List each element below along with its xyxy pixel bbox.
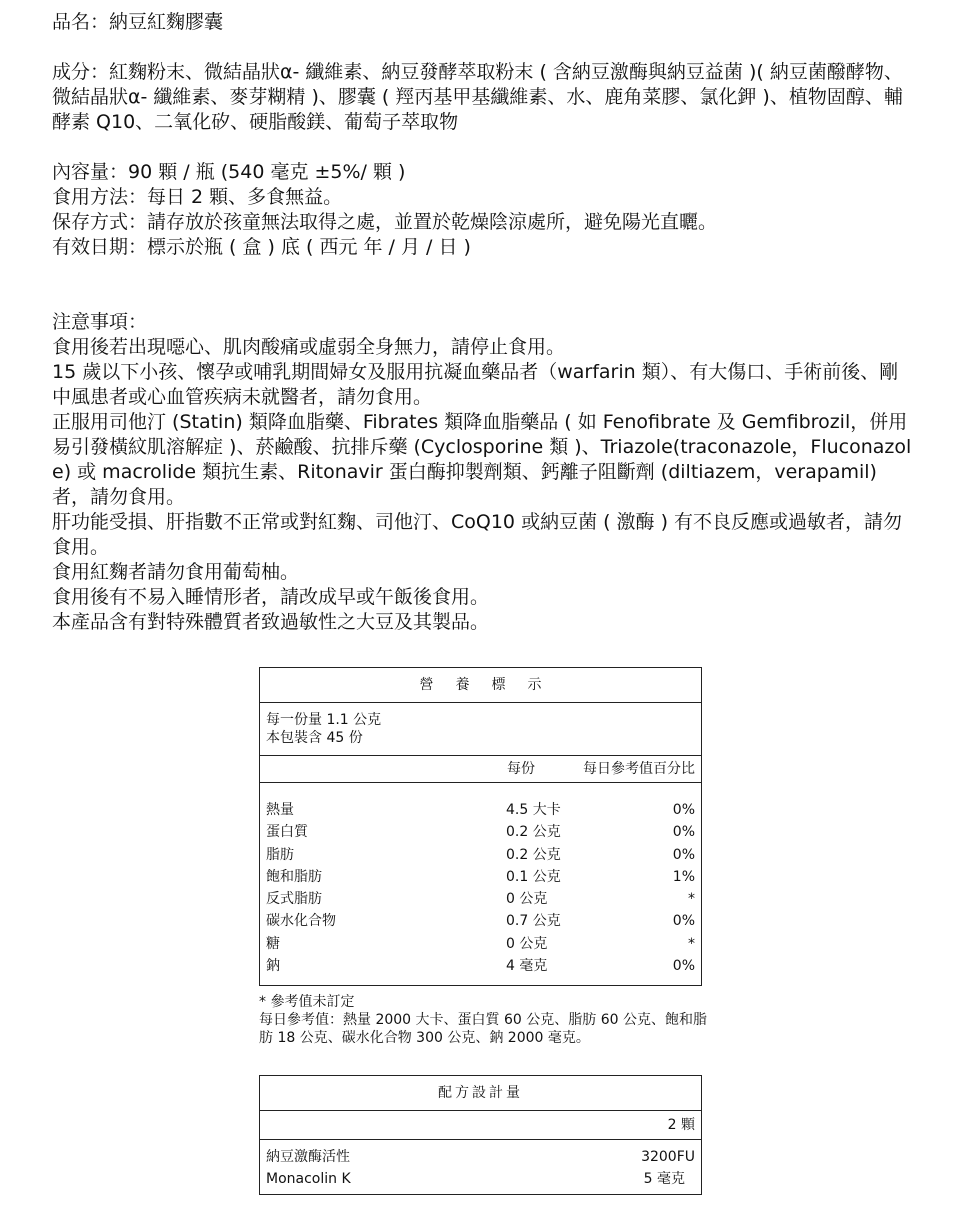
nutrition-row — [260, 799, 701, 821]
nutrition-facts-table — [259, 667, 702, 986]
caution-item: 食用後有不易入睡情形者，請改成早或午飯後食用。 — [52, 586, 490, 608]
formula-row — [260, 1168, 701, 1190]
nutrition-row — [260, 844, 701, 866]
nutrient-name: 熱量 — [266, 802, 294, 818]
caution-item: 食用紅麴者請勿食用葡萄柚。 — [52, 561, 300, 583]
cautions-heading: 注意事項： — [52, 311, 148, 333]
formula-amount: 3200FU — [641, 1149, 695, 1165]
expiry-date: 有效日期：標示於瓶 ( 盒 ) 底 ( 西元 年 / 月 / 日 ) — [52, 236, 471, 258]
caution-item: 本產品含有對特殊體質者致過敏性之大豆及其製品。 — [52, 611, 490, 633]
nutrient-amount: 0.2 公克 — [506, 846, 561, 863]
nutrient-name: 糖 — [266, 935, 280, 952]
nutrient-pct: 0% — [672, 958, 695, 975]
serving-info — [260, 703, 701, 755]
nutrient-amount: 4.5 大卡 — [506, 802, 561, 818]
nutrient-pct: 0% — [672, 846, 695, 863]
nutrient-pct: 0% — [672, 913, 695, 930]
product-info — [52, 10, 912, 635]
nutrient-name: 鈉 — [266, 958, 280, 975]
nutrient-name: 反式脂肪 — [266, 891, 322, 908]
formula-unit-row — [260, 1111, 701, 1139]
product-name: 品名：納豆紅麴膠囊 — [52, 11, 224, 33]
content-amount: 內容量：90 顆 / 瓶 (540 毫克 ±5%/ 顆 ) — [52, 161, 406, 183]
nutrient-amount: 0.1 公克 — [506, 868, 561, 885]
nutrition-rows — [260, 783, 701, 985]
caution-item: 正服用司他汀 (Statin) 類降血脂藥、Fibrates 類降血脂藥品 ( 如 Fenofibrate 及 Gemfibrozil，併用易引發橫紋肌溶解症 )、菸鹼酸、抗排斥藥 (Cyclosporine 類 )、Triazole(traconazole，Fluconazole) 或 macrolide 類抗生素、Ritonavir 蛋白酶抑製劑類、鈣離子阻斷劑 (diltiazem，verapamil) 者，請勿食用。 — [52, 411, 912, 508]
formula-amount: 5 毫克 — [643, 1171, 685, 1187]
formula-title: 配方設計量 — [438, 1085, 523, 1101]
nutrient-name: 蛋白質 — [266, 824, 308, 841]
formula-table — [259, 1075, 702, 1195]
caution-item: 食用後若出現噁心、肌肉酸痛或虛弱全身無力，請停止食用。 — [52, 336, 566, 358]
nutrient-pct: 0% — [672, 824, 695, 841]
nutrient-amount: 0 公克 — [506, 935, 548, 952]
nutrition-title: 營養標示 — [419, 677, 564, 693]
nutrient-pct: * — [688, 891, 695, 908]
nutrition-row — [260, 955, 701, 977]
formula-row — [260, 1146, 701, 1168]
nutrient-amount: 4 毫克 — [506, 958, 548, 975]
daily-reference-values: 每日參考值：熱量 2000 大卡、蛋白質 60 公克、脂肪 60 公克、飽和脂肪 18 公克、碳水化合物 300 公克、鈉 2000 毫克。 — [259, 1012, 707, 1046]
formula-unit: 2 顆 — [667, 1117, 695, 1133]
caution-item: 15 歲以下小孩、懷孕或哺乳期間婦女及服用抗凝血藥品者（warfarin 類）、有大傷口、手術前後、剛中風患者或心血管疾病未就醫者，請勿食用。 — [52, 361, 899, 408]
nutrient-name: 飽和脂肪 — [266, 868, 322, 885]
nutrition-row — [260, 888, 701, 910]
nutrition-row — [260, 821, 701, 843]
serving-size: 每一份量 1.1 公克 — [266, 712, 382, 728]
servings-per-pack: 本包裝含 45 份 — [266, 730, 363, 746]
nutrient-pct: 0% — [672, 802, 695, 818]
nutrition-row — [260, 910, 701, 932]
nutrient-amount: 0.2 公克 — [506, 824, 561, 841]
daily-pct-header: 每日參考值百分比 — [583, 761, 695, 777]
nutrient-pct: * — [688, 935, 695, 952]
per-serving-header: 每份 — [507, 761, 535, 777]
nutrition-row — [260, 933, 701, 955]
usage-method: 食用方法：每日 2 顆、多食無益。 — [52, 186, 343, 208]
reference-note: * 參考值未訂定 — [259, 994, 355, 1010]
storage-method: 保存方式：請存放於孩童無法取得之處，並置於乾燥陰涼處所，避免陽光直曬。 — [52, 211, 718, 233]
formula-rows — [260, 1140, 701, 1194]
ingredients: 成分：紅麴粉末、微結晶狀α- 纖維素、納豆發酵萃取粉末 ( 含納豆激酶與納豆益菌 )( 納豆菌醱酵物、微結晶狀α- 纖維素、麥芽糊精 )、膠囊 ( 羥丙基甲基纖維素、水、鹿角菜膠、氯化鉀 )、植物固醇、輔酵素 Q10、二氧化矽、硬脂酸鎂、葡萄子萃取物 — [52, 61, 903, 133]
nutrient-amount: 0 公克 — [506, 891, 548, 908]
nutrient-name: 脂肪 — [266, 846, 294, 863]
nutrition-notes — [259, 993, 719, 1047]
caution-item: 肝功能受損、肝指數不正常或對紅麴、司他汀、CoQ10 或納豆菌 ( 激酶 ) 有不良反應或過敏者，請勿食用。 — [52, 511, 903, 558]
nutrition-column-headers — [260, 756, 701, 782]
nutrition-row — [260, 866, 701, 888]
nutrient-pct: 1% — [672, 868, 695, 885]
nutrient-name: 碳水化合物 — [266, 913, 336, 930]
formula-ingredient: 納豆激酶活性 — [266, 1149, 350, 1165]
formula-ingredient: Monacolin K — [266, 1171, 351, 1187]
nutrient-amount: 0.7 公克 — [506, 913, 561, 930]
